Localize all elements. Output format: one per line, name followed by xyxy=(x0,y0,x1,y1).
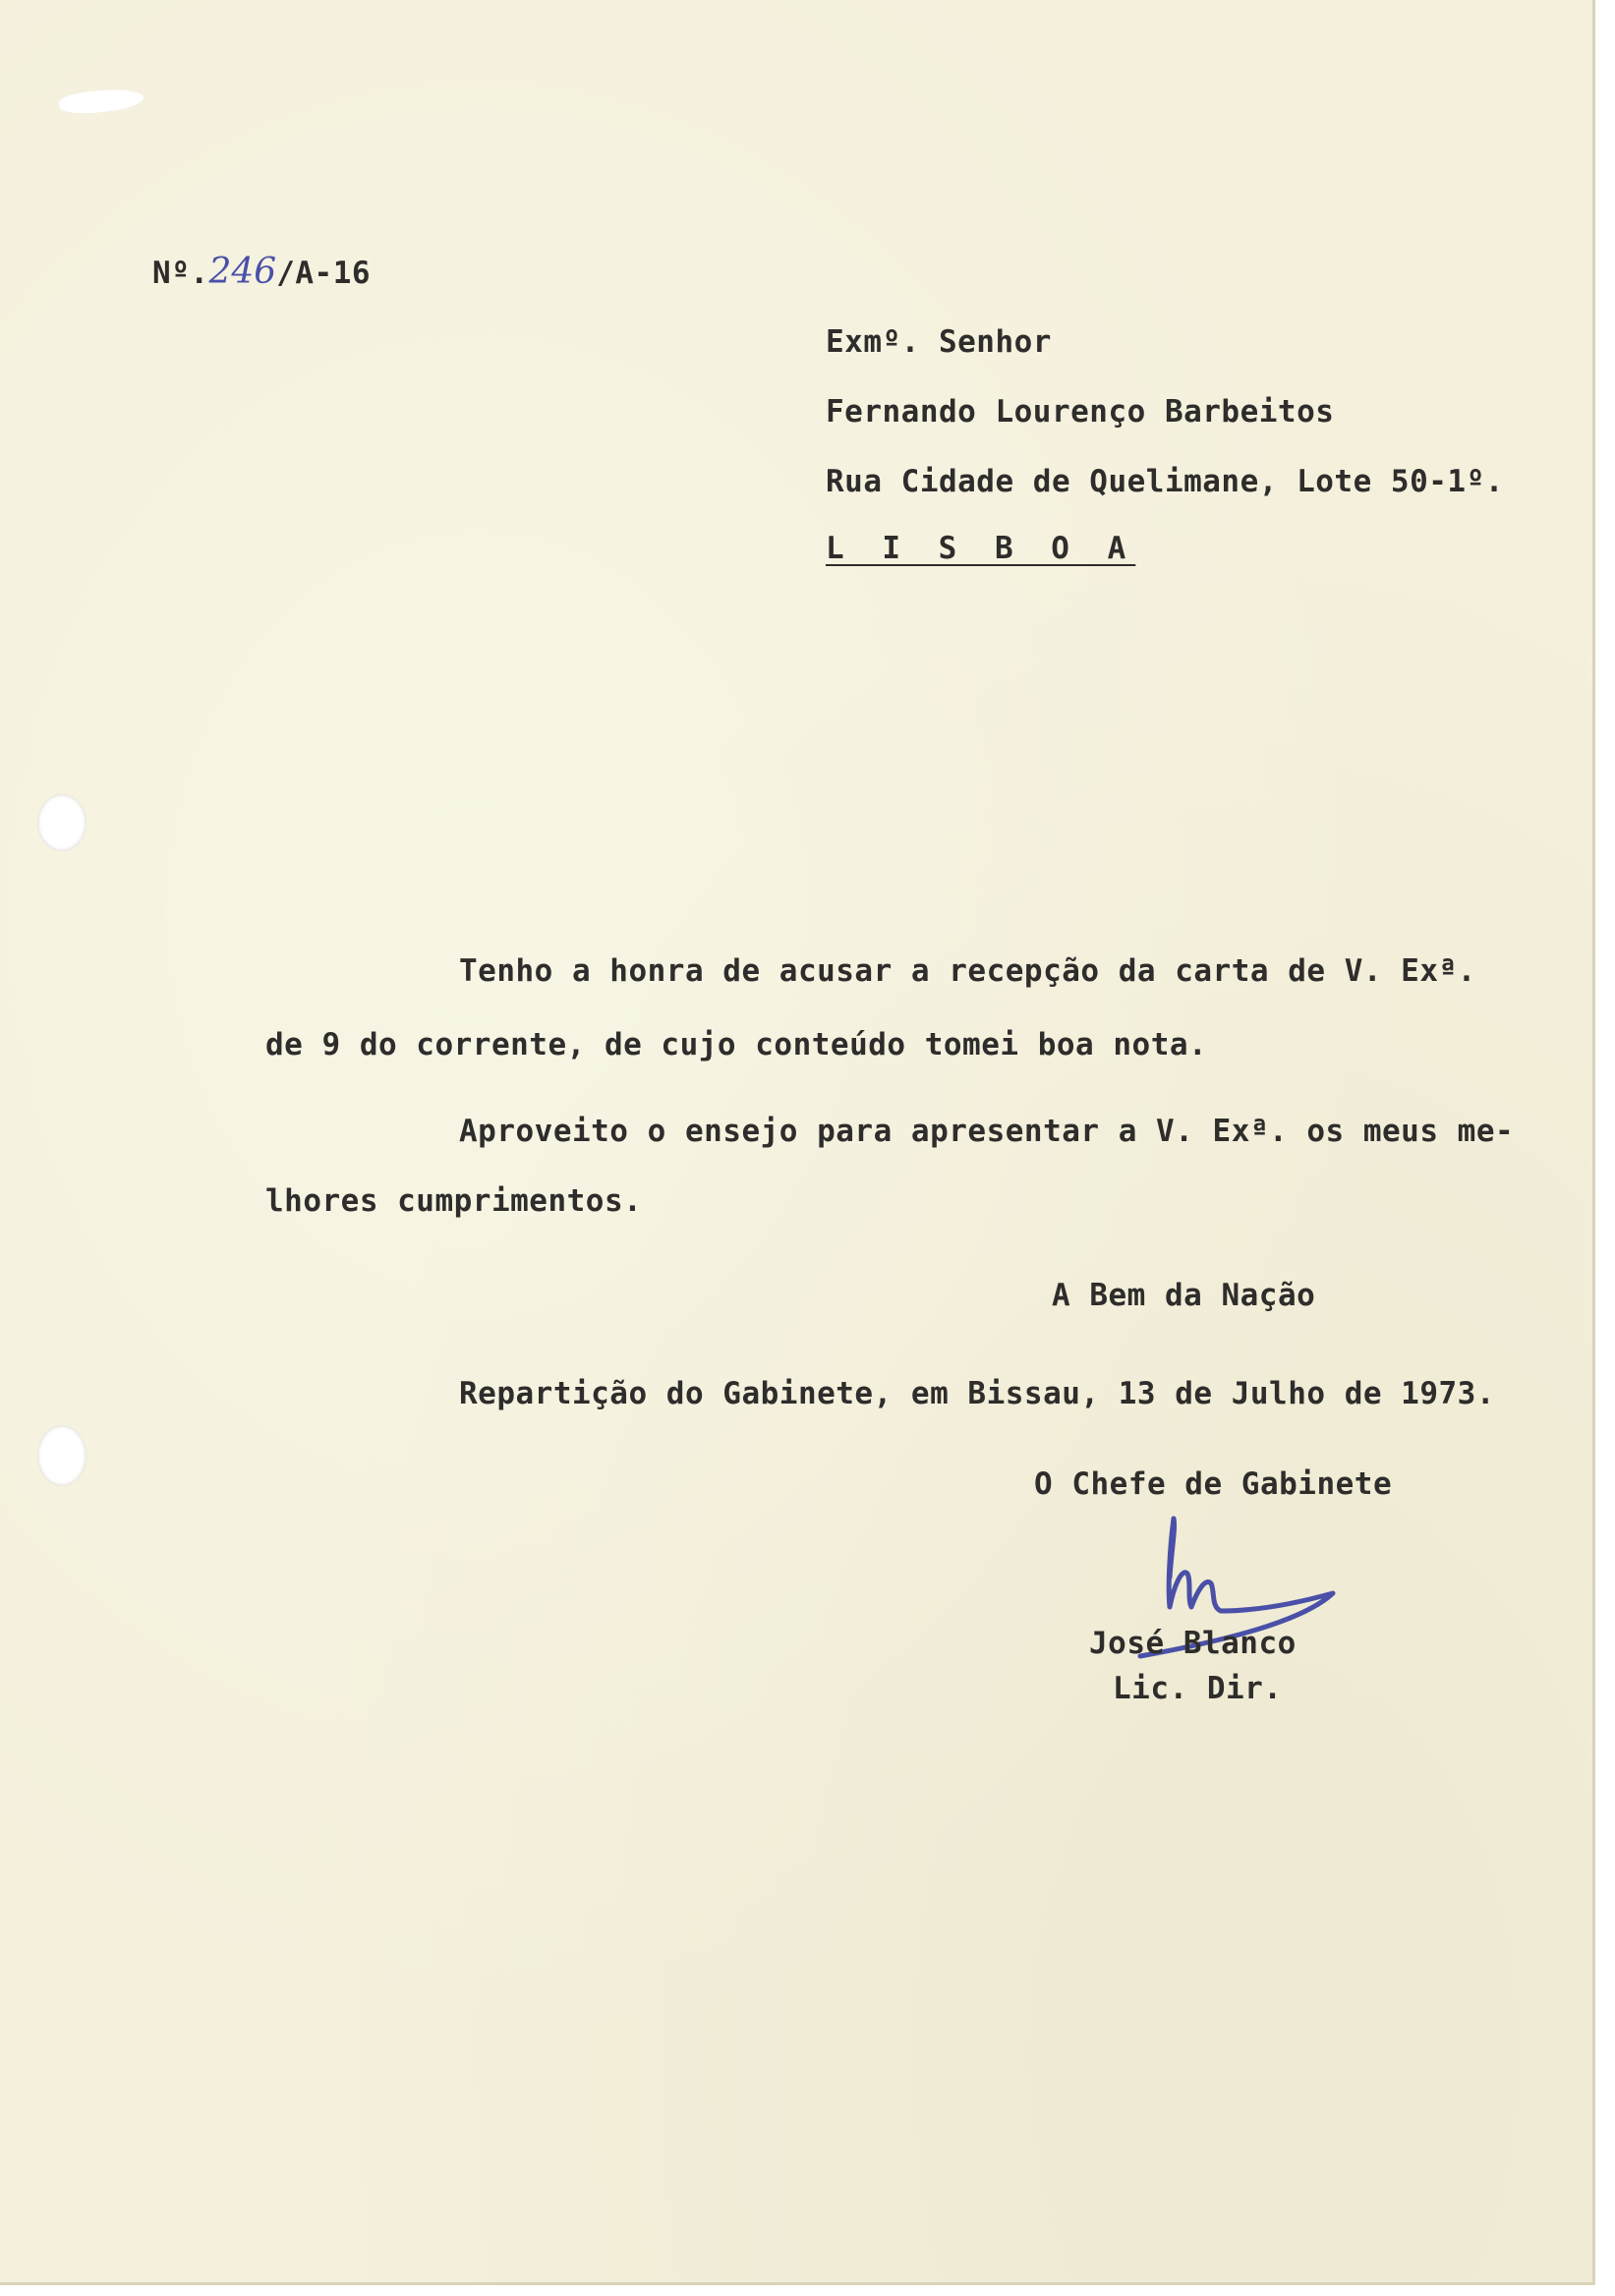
punch-hole-top xyxy=(37,794,87,851)
address-street: Rua Cidade de Quelimane, Lote 50-1º. xyxy=(826,464,1504,499)
reference-number xyxy=(152,252,371,292)
paragraph-1-line-2: de 9 do corrente, de cujo conteúdo tomei boa nota. xyxy=(265,1027,1208,1062)
address-city: L I S B O A xyxy=(826,531,1136,566)
signer-title: O Chefe de Gabinete xyxy=(1034,1466,1393,1502)
reference-handwritten-number: 246 xyxy=(208,252,277,292)
reference-prefix: Nº. xyxy=(152,256,209,291)
paragraph-2-line-2: lhores cumprimentos. xyxy=(265,1183,643,1219)
closing-formula: A Bem da Nação xyxy=(1052,1278,1316,1313)
address-salutation: Exmº. Senhor xyxy=(826,324,1052,360)
place-date-line: Repartição do Gabinete, em Bissau, 13 de Julho de 1973. xyxy=(459,1376,1495,1411)
signer-degree: Lic. Dir. xyxy=(1113,1671,1283,1706)
paragraph-1-line-1: Tenho a honra de acusar a recepção da carta de V. Exª. xyxy=(459,953,1476,989)
reference-suffix: /A-16 xyxy=(276,256,372,291)
paragraph-2-line-1: Aproveito o ensejo para apresentar a V. Exª. os meus me- xyxy=(459,1114,1515,1149)
address-name: Fernando Lourenço Barbeitos xyxy=(826,394,1335,430)
signer-name: José Blanco xyxy=(1089,1626,1297,1661)
paper-tear xyxy=(58,86,144,117)
punch-hole-bottom xyxy=(37,1425,87,1486)
